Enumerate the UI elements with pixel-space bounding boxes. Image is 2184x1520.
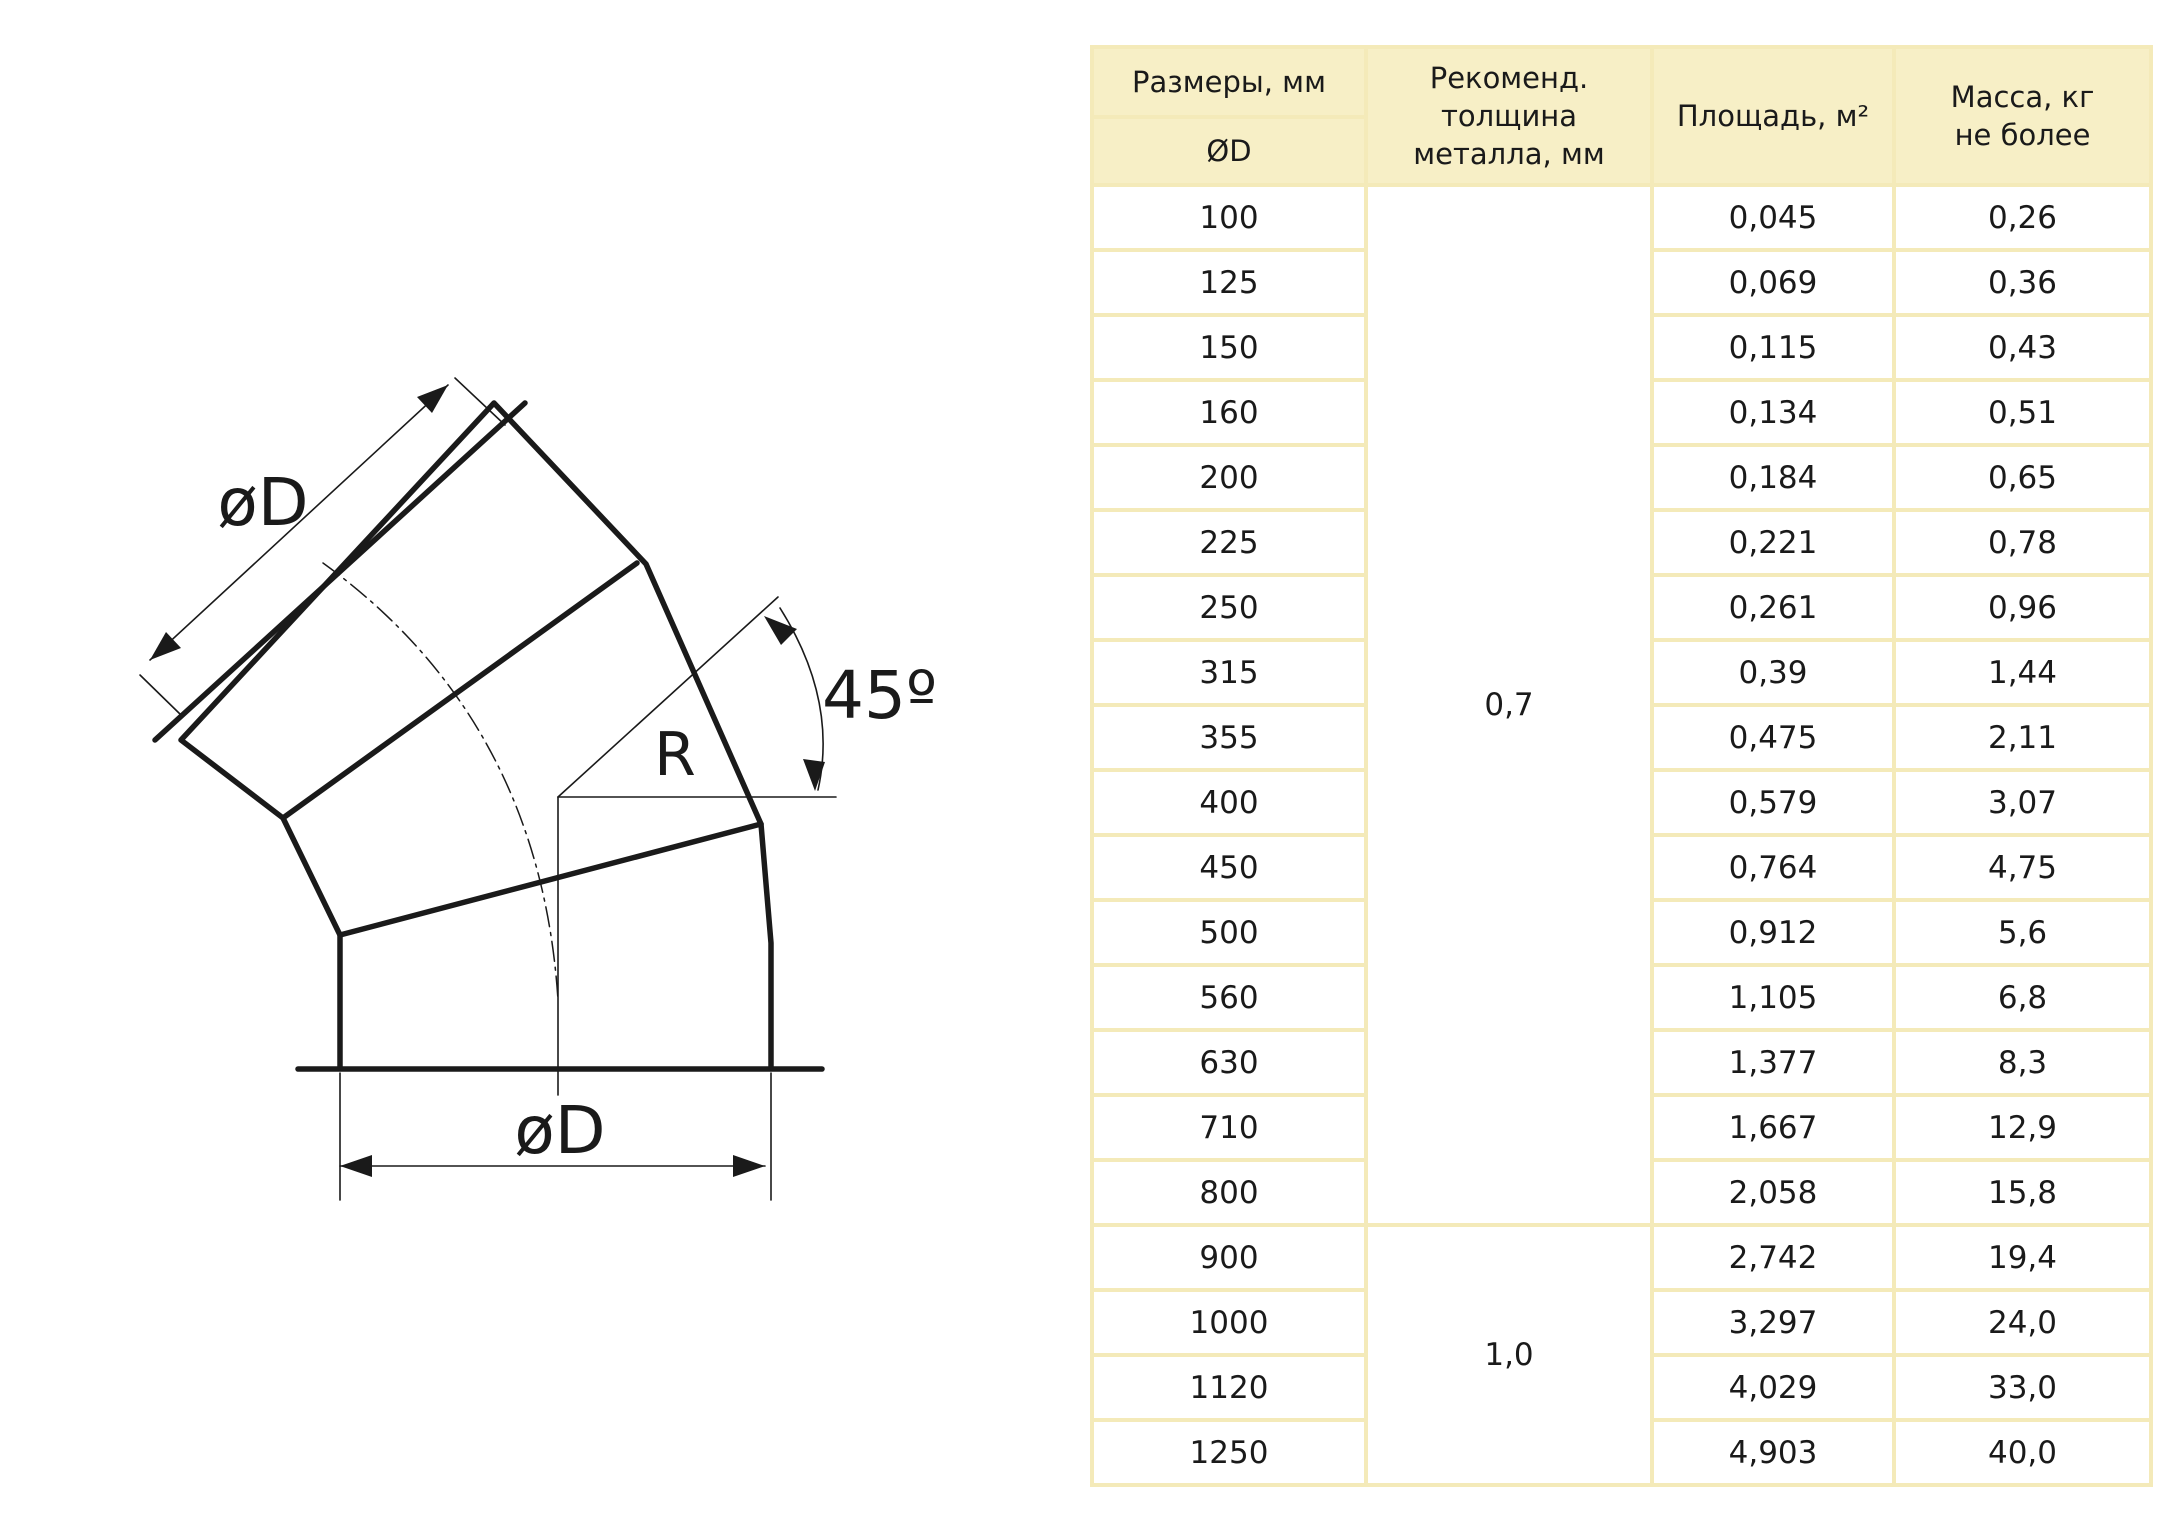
cell-diameter: 160 [1094,382,1364,443]
cell-mass: 40,0 [1896,1422,2149,1483]
header-mass [1896,49,2149,183]
arrow-bottom-left [340,1155,372,1177]
cell-diameter: 250 [1094,577,1364,638]
center-arc [323,563,558,1000]
cell-mass: 3,07 [1896,772,2149,833]
arrow-angle-top [764,616,797,645]
cell-mass: 5,6 [1896,902,2149,963]
table-row [1094,187,2149,248]
cell-diameter: 560 [1094,967,1364,1028]
cell-diameter: 450 [1094,837,1364,898]
cell-mass: 19,4 [1896,1227,2149,1288]
cell-area: 0,045 [1654,187,1892,248]
arrow-bottom-right [733,1155,765,1177]
cell-mass: 4,75 [1896,837,2149,898]
cell-mass: 0,78 [1896,512,2149,573]
cell-thickness: 1,0 [1368,1227,1650,1483]
header-mass-text: Масса, кг не более [1950,80,2095,152]
cell-diameter: 315 [1094,642,1364,703]
seam-upper [283,563,637,818]
cell-diameter: 500 [1094,902,1364,963]
header-area: Площадь, м² [1654,49,1892,183]
cell-mass: 2,11 [1896,707,2149,768]
header-sizes: Размеры, мм [1094,49,1364,115]
cell-diameter: 400 [1094,772,1364,833]
cell-diameter: 125 [1094,252,1364,313]
cell-area: 0,39 [1654,642,1892,703]
arrow-angle-bottom [803,759,825,791]
cell-diameter: 1250 [1094,1422,1364,1483]
seam-lower [340,824,761,935]
cell-diameter: 225 [1094,512,1364,573]
cell-diameter: 1000 [1094,1292,1364,1353]
cell-area: 2,058 [1654,1162,1892,1223]
cell-area: 0,221 [1654,512,1892,573]
cell-area: 1,377 [1654,1032,1892,1093]
cell-diameter: 200 [1094,447,1364,508]
cell-mass: 0,65 [1896,447,2149,508]
cell-diameter: 800 [1094,1162,1364,1223]
cell-mass: 0,43 [1896,317,2149,378]
cell-area: 0,912 [1654,902,1892,963]
table-row [1094,1227,2149,1288]
cell-mass: 0,51 [1896,382,2149,443]
spec-table [1090,45,2153,1487]
angle-label: 45º [822,657,938,734]
cell-thickness: 0,7 [1368,187,1650,1223]
header-thickness-text: Рекоменд. толщина металла, мм [1413,61,1605,171]
cell-mass: 1,44 [1896,642,2149,703]
top-diameter-label: øD [217,464,309,541]
top-flange [155,403,525,740]
cell-area: 0,134 [1654,382,1892,443]
cell-mass: 6,8 [1896,967,2149,1028]
cell-area: 1,105 [1654,967,1892,1028]
cell-diameter: 1120 [1094,1357,1364,1418]
cell-mass: 24,0 [1896,1292,2149,1353]
cell-area: 1,667 [1654,1097,1892,1158]
cell-area: 3,297 [1654,1292,1892,1353]
cell-area: 0,069 [1654,252,1892,313]
cell-diameter: 355 [1094,707,1364,768]
cell-mass: 0,96 [1896,577,2149,638]
cell-area: 4,903 [1654,1422,1892,1483]
cell-area: 0,184 [1654,447,1892,508]
cell-mass: 0,26 [1896,187,2149,248]
cell-area: 4,029 [1654,1357,1892,1418]
cell-diameter: 710 [1094,1097,1364,1158]
cell-mass: 15,8 [1896,1162,2149,1223]
cell-area: 0,764 [1654,837,1892,898]
cell-area: 0,115 [1654,317,1892,378]
radius-label: R [654,720,696,790]
bottom-diameter-label: øD [514,1092,606,1169]
cell-area: 2,742 [1654,1227,1892,1288]
cell-diameter: 150 [1094,317,1364,378]
header-thickness [1368,49,1650,183]
header-diameter: ØD [1094,119,1364,183]
cell-diameter: 630 [1094,1032,1364,1093]
cell-diameter: 900 [1094,1227,1364,1288]
cell-diameter: 100 [1094,187,1364,248]
cell-area: 0,579 [1654,772,1892,833]
cell-mass: 33,0 [1896,1357,2149,1418]
cell-area: 0,261 [1654,577,1892,638]
cell-mass: 12,9 [1896,1097,2149,1158]
cell-area: 0,475 [1654,707,1892,768]
cell-mass: 8,3 [1896,1032,2149,1093]
cell-mass: 0,36 [1896,252,2149,313]
